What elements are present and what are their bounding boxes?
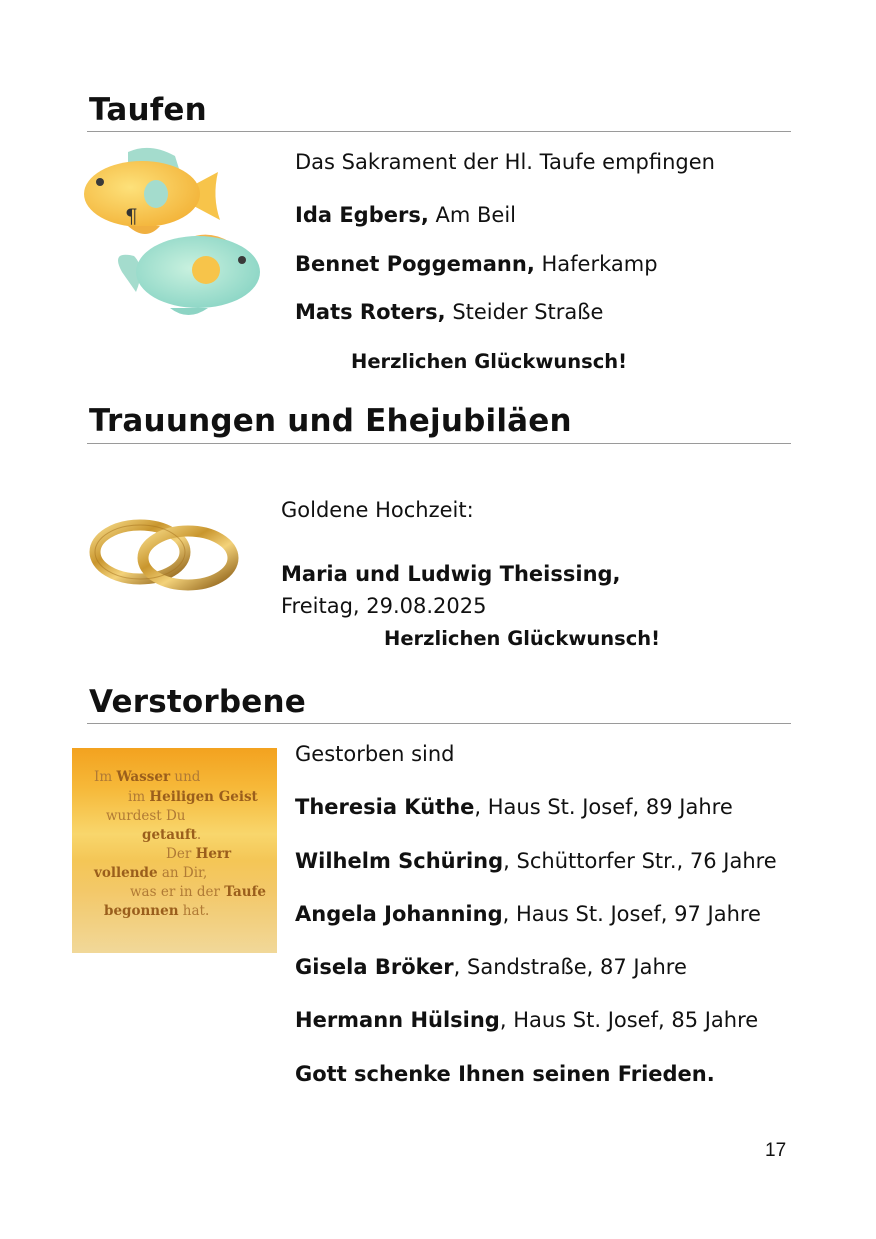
verstorbene-entry: Hermann Hülsing, Haus St. Josef, 85 Jahre <box>295 1008 759 1032</box>
page-number: 17 <box>765 1140 787 1161</box>
rule-trauungen <box>87 443 791 444</box>
verstorbene-entry: Theresia Küthe, Haus St. Josef, 89 Jahre <box>295 795 733 819</box>
quote-line: getauft. <box>142 827 202 843</box>
heading-verstorbene: Verstorbene <box>89 684 306 720</box>
heading-taufen: Taufen <box>89 92 207 128</box>
taufen-entry: Ida Egbers, Am Beil <box>295 203 516 227</box>
verstorbene-entry: Gisela Bröker, Sandstraße, 87 Jahre <box>295 955 687 979</box>
taufen-entry: Mats Roters, Steider Straße <box>295 300 604 324</box>
quote-line: wurdest Du <box>106 808 186 824</box>
baptism-quote-image <box>72 748 277 953</box>
wedding-rings-image <box>88 508 240 596</box>
fish-illustration <box>80 142 265 324</box>
quote-line: Der Herr <box>166 846 232 862</box>
trauungen-couple: Maria und Ludwig Theissing, <box>281 562 621 586</box>
trauungen-closing: Herzlichen Glückwunsch! <box>384 627 661 650</box>
quote-line: begonnen hat. <box>104 903 210 919</box>
taufen-intro: Das Sakrament der Hl. Taufe empfingen <box>295 150 715 174</box>
quote-line: Im Wasser und <box>94 769 201 785</box>
rule-taufen <box>87 131 791 132</box>
pilcrow-mark: ¶ <box>125 204 138 228</box>
taufen-closing: Herzlichen Glückwunsch! <box>351 350 628 373</box>
verstorbene-intro: Gestorben sind <box>295 742 455 766</box>
verstorbene-closing: Gott schenke Ihnen seinen Frieden. <box>295 1062 715 1086</box>
verstorbene-entry: Wilhelm Schüring, Schüttorfer Str., 76 Jahre <box>295 849 777 873</box>
quote-line: was er in der Taufe <box>130 884 266 900</box>
quote-line: im Heiligen Geist <box>128 789 258 805</box>
quote-line: vollende an Dir, <box>94 865 208 881</box>
heading-trauungen: Trauungen und Ehejubiläen <box>89 403 572 439</box>
trauungen-intro: Goldene Hochzeit: <box>281 498 474 522</box>
taufen-entry: Bennet Poggemann, Haferkamp <box>295 252 658 276</box>
rule-verstorbene <box>87 723 791 724</box>
verstorbene-entry: Angela Johanning, Haus St. Josef, 97 Jahre <box>295 902 761 926</box>
trauungen-date: Freitag, 29.08.2025 <box>281 594 487 618</box>
